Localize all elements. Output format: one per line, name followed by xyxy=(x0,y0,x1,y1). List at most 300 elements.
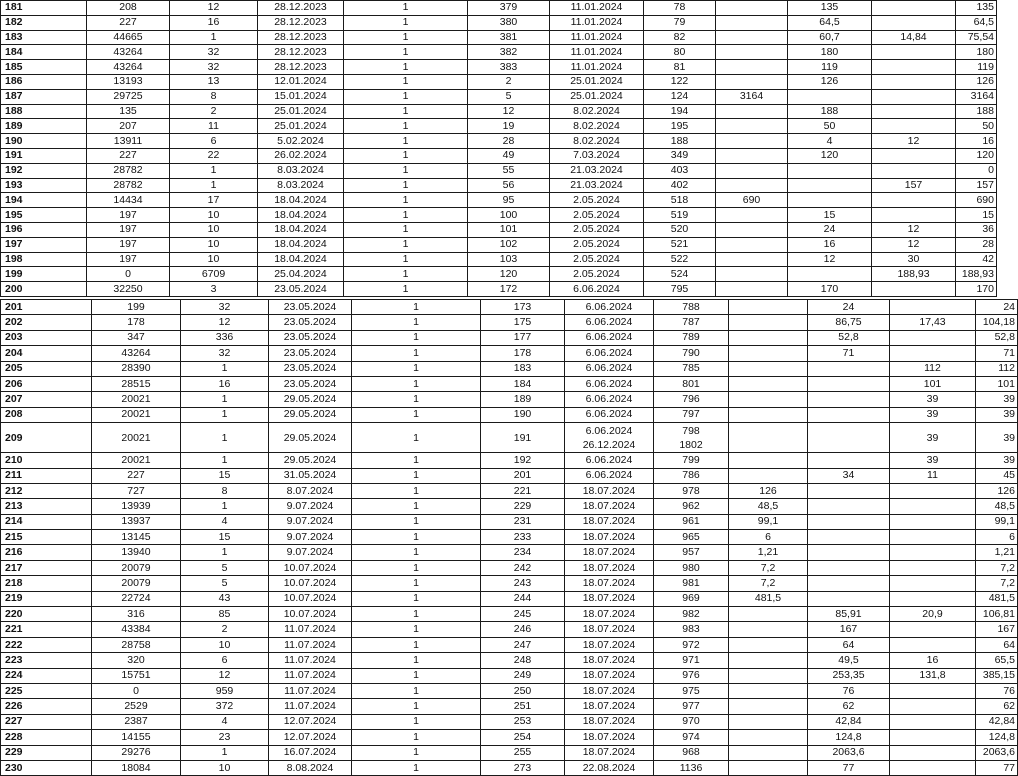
table-cell: 20079 xyxy=(92,560,181,575)
table-cell: 17 xyxy=(170,193,258,208)
table-row xyxy=(1,330,1018,345)
table-cell xyxy=(808,545,890,560)
table-cell xyxy=(808,376,890,391)
table-cell: 39 xyxy=(976,392,1018,407)
table-cell: 131,8 xyxy=(890,668,976,683)
table-cell: 99,1 xyxy=(976,514,1018,529)
table-cell: 382 xyxy=(468,45,550,60)
table-cell: 1 xyxy=(352,483,481,498)
table-cell xyxy=(872,104,956,119)
table-cell: 6.06.2024 xyxy=(565,330,654,345)
table-cell: 18.07.2024 xyxy=(565,591,654,606)
table-cell xyxy=(808,392,890,407)
table-cell: 20021 xyxy=(92,423,181,453)
table-cell: 18.07.2024 xyxy=(565,576,654,591)
table-cell: 372 xyxy=(181,699,269,714)
table-cell: 13939 xyxy=(92,499,181,514)
table-cell: 1 xyxy=(352,591,481,606)
table-cell: 182 xyxy=(1,15,87,30)
table-cell: 227 xyxy=(1,714,92,729)
table-row xyxy=(1,252,997,267)
table-cell: 2.05.2024 xyxy=(550,193,644,208)
table-cell xyxy=(890,730,976,745)
table-row xyxy=(1,514,1018,529)
table-cell xyxy=(729,699,808,714)
table-cell: 81 xyxy=(644,60,716,75)
table-cell: 6 xyxy=(170,134,258,149)
table-cell: 14434 xyxy=(87,193,170,208)
table-row xyxy=(1,699,1018,714)
table-row xyxy=(1,89,997,104)
table-cell: 119 xyxy=(956,60,997,75)
table-cell: 11.07.2024 xyxy=(269,699,352,714)
table-cell: 1 xyxy=(352,392,481,407)
table-cell xyxy=(890,530,976,545)
table-cell: 188 xyxy=(1,104,87,119)
table-row xyxy=(1,730,1018,745)
table-cell: 1 xyxy=(181,407,269,422)
table-cell: 981 xyxy=(654,576,729,591)
table-cell: 192 xyxy=(1,163,87,178)
table-cell: 201 xyxy=(1,300,92,315)
table-cell xyxy=(808,499,890,514)
table-cell: 177 xyxy=(481,330,565,345)
table-cell: 244 xyxy=(481,591,565,606)
table-cell: 10 xyxy=(181,760,269,775)
table-cell: 42,84 xyxy=(808,714,890,729)
table-cell: 126 xyxy=(788,74,872,89)
table-cell: 11.01.2024 xyxy=(550,30,644,45)
table-cell: 25.01.2024 xyxy=(258,104,344,119)
table-cell: 4 xyxy=(181,714,269,729)
table-cell xyxy=(729,315,808,330)
table-cell xyxy=(716,178,788,193)
table-cell: 227 xyxy=(92,468,181,483)
table-cell: 1 xyxy=(352,653,481,668)
table-cell: 101 xyxy=(890,376,976,391)
table-cell: 8 xyxy=(181,483,269,498)
table-cell: 1 xyxy=(352,453,481,468)
table-cell: 246 xyxy=(481,622,565,637)
table-cell xyxy=(788,163,872,178)
table-cell xyxy=(729,637,808,652)
table-cell: 8.02.2024 xyxy=(550,119,644,134)
table-cell: 385,15 xyxy=(976,668,1018,683)
table-cell: 8.03.2024 xyxy=(258,163,344,178)
table-cell: 1 xyxy=(352,668,481,683)
table-cell: 788 xyxy=(654,300,729,315)
table-cell: 86,75 xyxy=(808,315,890,330)
table-cell: 50 xyxy=(956,119,997,134)
table-cell: 222 xyxy=(1,637,92,652)
table-cell: 18.07.2024 xyxy=(565,653,654,668)
table-cell: 1 xyxy=(344,30,468,45)
table-cell: 101 xyxy=(976,376,1018,391)
table-cell: 6.06.2024 xyxy=(565,361,654,376)
table-cell: 100 xyxy=(468,208,550,223)
table-cell xyxy=(716,148,788,163)
table-cell: 18.07.2024 xyxy=(565,668,654,683)
table-cell: 183 xyxy=(1,30,87,45)
table-cell xyxy=(890,637,976,652)
table-cell: 961 xyxy=(654,514,729,529)
table-cell: 1 xyxy=(352,760,481,775)
table-cell: 24 xyxy=(788,222,872,237)
table-cell: 16 xyxy=(788,237,872,252)
table-cell: 1 xyxy=(344,15,468,30)
table-cell: 320 xyxy=(92,653,181,668)
table-cell: 13937 xyxy=(92,514,181,529)
table-cell: 18.07.2024 xyxy=(565,499,654,514)
table-cell: 119 xyxy=(788,60,872,75)
table-cell: 6 xyxy=(181,653,269,668)
table-row xyxy=(1,468,1018,483)
cell-line-extra: 1802 xyxy=(679,438,703,451)
table-cell xyxy=(729,714,808,729)
table-cell: 23.05.2024 xyxy=(258,282,344,297)
table-cell: 112 xyxy=(890,361,976,376)
table-cell: 39 xyxy=(890,407,976,422)
table-cell: 32 xyxy=(170,45,258,60)
table-row xyxy=(1,30,997,45)
table-cell: 23 xyxy=(181,730,269,745)
table-cell: 175 xyxy=(481,315,565,330)
table-cell xyxy=(729,300,808,315)
table-cell: 8.03.2024 xyxy=(258,178,344,193)
table-cell: 8.07.2024 xyxy=(269,483,352,498)
table-cell xyxy=(788,89,872,104)
table-cell: 18.04.2024 xyxy=(258,193,344,208)
table-row xyxy=(1,668,1018,683)
cell-line-extra: 26.12.2024 xyxy=(582,438,636,451)
table-cell: 8.02.2024 xyxy=(550,104,644,119)
table-row xyxy=(1,282,997,297)
table-cell xyxy=(808,576,890,591)
table-cell: 785 xyxy=(654,361,729,376)
table-cell xyxy=(872,148,956,163)
table-cell: 8 xyxy=(170,89,258,104)
table-cell: 14,84 xyxy=(872,30,956,45)
table-cell: 191 xyxy=(1,148,87,163)
table-cell: 76 xyxy=(808,683,890,698)
table-cell: 184 xyxy=(1,45,87,60)
table-cell xyxy=(716,119,788,134)
table-cell: 957 xyxy=(654,545,729,560)
table-cell: 11 xyxy=(170,119,258,134)
table-cell: 18.07.2024 xyxy=(565,637,654,652)
table-cell: 2387 xyxy=(92,714,181,729)
table-cell xyxy=(890,714,976,729)
table-cell: 44665 xyxy=(87,30,170,45)
table-cell: 23.05.2024 xyxy=(269,361,352,376)
table-cell: 248 xyxy=(481,653,565,668)
table-cell: 16 xyxy=(170,15,258,30)
table-cell xyxy=(872,74,956,89)
table-cell: 1 xyxy=(170,30,258,45)
table-cell: 65,5 xyxy=(976,653,1018,668)
table-cell: 178 xyxy=(92,315,181,330)
table-cell: 4 xyxy=(788,134,872,149)
table-cell: 126 xyxy=(729,483,808,498)
table-cell: 188 xyxy=(644,134,716,149)
table-cell: 29.05.2024 xyxy=(269,423,352,453)
table-cell xyxy=(890,683,976,698)
table-cell: 6.06.2024 xyxy=(565,468,654,483)
table-row xyxy=(1,60,997,75)
table-cell: 15751 xyxy=(92,668,181,683)
cell-line: 6.06.2024 xyxy=(585,424,633,437)
table-cell: 28.12.2023 xyxy=(258,45,344,60)
table-cell: 797 xyxy=(654,407,729,422)
table-cell: 28 xyxy=(956,237,997,252)
table-cell: 20021 xyxy=(92,453,181,468)
table-cell: 522 xyxy=(644,252,716,267)
table-cell xyxy=(729,407,808,422)
table-cell: 192 xyxy=(481,453,565,468)
table-cell: 18.07.2024 xyxy=(565,730,654,745)
table-cell: 167 xyxy=(808,622,890,637)
table-cell: 43 xyxy=(181,591,269,606)
table-cell: 245 xyxy=(481,607,565,622)
table-row xyxy=(1,208,997,223)
table-cell: 194 xyxy=(644,104,716,119)
table-cell: 126 xyxy=(956,74,997,89)
table-cell: 10 xyxy=(170,222,258,237)
table-cell xyxy=(890,760,976,775)
table-row xyxy=(1,622,1018,637)
table-cell: 22.08.2024 xyxy=(565,760,654,775)
table-cell: 2 xyxy=(170,104,258,119)
table-cell: 727 xyxy=(92,483,181,498)
table-cell: 12 xyxy=(170,1,258,16)
table-cell: 1 xyxy=(352,361,481,376)
table-cell: 229 xyxy=(1,745,92,760)
table-cell: 5 xyxy=(181,576,269,591)
table-cell: 228 xyxy=(1,730,92,745)
table-cell: 7.03.2024 xyxy=(550,148,644,163)
table-cell: 6.06.2024 xyxy=(565,392,654,407)
table-cell xyxy=(729,760,808,775)
table-cell xyxy=(729,468,808,483)
table-cell: 10 xyxy=(170,208,258,223)
table-cell: 18.07.2024 xyxy=(565,699,654,714)
table-cell: 28.12.2023 xyxy=(258,1,344,16)
table-cell: 1 xyxy=(352,699,481,714)
table-cell: 11 xyxy=(890,468,976,483)
table-cell: 1 xyxy=(344,252,468,267)
table-cell: 519 xyxy=(644,208,716,223)
table-cell: 216 xyxy=(1,545,92,560)
table-cell: 55 xyxy=(468,163,550,178)
table-cell: 120 xyxy=(956,148,997,163)
table-cell: 49,5 xyxy=(808,653,890,668)
table-cell xyxy=(716,60,788,75)
table-cell: 77 xyxy=(976,760,1018,775)
table-cell: 253 xyxy=(481,714,565,729)
table-cell: 85,91 xyxy=(808,607,890,622)
table-cell: 223 xyxy=(1,653,92,668)
table-cell: 190 xyxy=(1,134,87,149)
table-cell: 12 xyxy=(181,668,269,683)
table-cell: 12 xyxy=(872,222,956,237)
table-cell: 799 xyxy=(654,453,729,468)
table-cell: 122 xyxy=(644,74,716,89)
table-cell: 7,2 xyxy=(976,560,1018,575)
table-cell: 380 xyxy=(468,15,550,30)
table-cell: 801 xyxy=(654,376,729,391)
table-cell: 214 xyxy=(1,514,92,529)
table-cell: 32250 xyxy=(87,282,170,297)
table-cell: 11.01.2024 xyxy=(550,45,644,60)
table-cell: 1 xyxy=(352,745,481,760)
table-cell: 198 xyxy=(1,252,87,267)
table-cell: 1 xyxy=(344,222,468,237)
table-cell xyxy=(890,622,976,637)
table-cell: 48,5 xyxy=(729,499,808,514)
table-cell: 969 xyxy=(654,591,729,606)
table-cell: 255 xyxy=(481,745,565,760)
table-cell xyxy=(729,346,808,361)
table-cell: 1,21 xyxy=(976,545,1018,560)
table-cell: 0 xyxy=(92,683,181,698)
table-row xyxy=(1,119,997,134)
table-cell: 10.07.2024 xyxy=(269,576,352,591)
table-cell: 29725 xyxy=(87,89,170,104)
table-cell: 32 xyxy=(181,300,269,315)
table-cell: 185 xyxy=(1,60,87,75)
table-cell: 126 xyxy=(976,483,1018,498)
table-cell: 1 xyxy=(344,60,468,75)
table-cell: 978 xyxy=(654,483,729,498)
table-cell: 188 xyxy=(788,104,872,119)
table-cell: 186 xyxy=(1,74,87,89)
table-cell: 29.05.2024 xyxy=(269,392,352,407)
table-cell xyxy=(890,499,976,514)
table-cell: 1 xyxy=(352,330,481,345)
table-cell xyxy=(808,453,890,468)
table-cell: 22724 xyxy=(92,591,181,606)
table-row xyxy=(1,163,997,178)
table-cell xyxy=(890,330,976,345)
table-cell: 56 xyxy=(468,178,550,193)
table-cell xyxy=(872,15,956,30)
table-cell: 16 xyxy=(890,653,976,668)
table-cell: 18.04.2024 xyxy=(258,222,344,237)
table-cell: 208 xyxy=(1,407,92,422)
table-cell: 23.05.2024 xyxy=(269,376,352,391)
table-cell: 18.07.2024 xyxy=(565,607,654,622)
table-cell: 982 xyxy=(654,607,729,622)
table-row xyxy=(1,134,997,149)
table-cell: 157 xyxy=(872,178,956,193)
table-cell: 71 xyxy=(976,346,1018,361)
table-cell: 28.12.2023 xyxy=(258,60,344,75)
table-cell xyxy=(808,560,890,575)
table-cell xyxy=(788,178,872,193)
table-cell: 253,35 xyxy=(808,668,890,683)
table-cell xyxy=(890,576,976,591)
table-row xyxy=(1,237,997,252)
table-cell: 64 xyxy=(808,637,890,652)
table-cell: 1 xyxy=(352,545,481,560)
table-cell: 1 xyxy=(352,514,481,529)
table-cell xyxy=(729,453,808,468)
table-cell: 1 xyxy=(352,683,481,698)
table-cell: 196 xyxy=(1,222,87,237)
table-cell: 218 xyxy=(1,576,92,591)
table-cell: 99,1 xyxy=(729,514,808,529)
table-cell xyxy=(729,683,808,698)
table-cell: 1 xyxy=(344,148,468,163)
table-cell xyxy=(808,591,890,606)
table-cell: 120 xyxy=(788,148,872,163)
table-cell: 1 xyxy=(344,237,468,252)
table-cell: 23.05.2024 xyxy=(269,315,352,330)
table-cell: 230 xyxy=(1,760,92,775)
table-cell: 11.07.2024 xyxy=(269,668,352,683)
table-row xyxy=(1,591,1018,606)
table-cell: 52,8 xyxy=(808,330,890,345)
table-cell xyxy=(565,423,654,453)
table-cell: 187 xyxy=(1,89,87,104)
table-cell: 13145 xyxy=(92,530,181,545)
table-cell: 20079 xyxy=(92,576,181,591)
table-cell: 135 xyxy=(788,1,872,16)
table-cell: 1 xyxy=(352,407,481,422)
table-cell: 199 xyxy=(1,267,87,282)
table-cell: 18.07.2024 xyxy=(565,530,654,545)
table-cell: 201 xyxy=(481,468,565,483)
table-row xyxy=(1,1,997,16)
table-cell: 215 xyxy=(1,530,92,545)
table-cell: 1 xyxy=(344,163,468,178)
table-cell: 43264 xyxy=(87,45,170,60)
table-cell: 181 xyxy=(1,1,87,16)
table-cell: 43384 xyxy=(92,622,181,637)
table-cell: 24 xyxy=(976,300,1018,315)
table-cell: 5 xyxy=(468,89,550,104)
table-cell xyxy=(716,252,788,267)
table-cell xyxy=(788,267,872,282)
table-cell: 120 xyxy=(468,267,550,282)
table-cell: 1 xyxy=(352,714,481,729)
table-cell: 13911 xyxy=(87,134,170,149)
table-row xyxy=(1,267,997,282)
table-cell: 1 xyxy=(344,282,468,297)
table-cell: 77 xyxy=(808,760,890,775)
table-cell: 18.04.2024 xyxy=(258,237,344,252)
table-cell: 787 xyxy=(654,315,729,330)
table-cell: 208 xyxy=(87,1,170,16)
table-cell: 102 xyxy=(468,237,550,252)
table-cell: 379 xyxy=(468,1,550,16)
table-cell: 199 xyxy=(92,300,181,315)
table-cell: 10.07.2024 xyxy=(269,607,352,622)
table-cell: 1 xyxy=(352,730,481,745)
table-cell: 983 xyxy=(654,622,729,637)
table-row xyxy=(1,637,1018,652)
table-cell: 18084 xyxy=(92,760,181,775)
table-cell: 231 xyxy=(481,514,565,529)
table-cell: 18.07.2024 xyxy=(565,545,654,560)
table-cell xyxy=(808,407,890,422)
table-cell: 18.04.2024 xyxy=(258,252,344,267)
table-cell: 28 xyxy=(468,134,550,149)
table-cell: 10.07.2024 xyxy=(269,560,352,575)
table-cell: 1 xyxy=(344,74,468,89)
table-cell: 970 xyxy=(654,714,729,729)
table-cell: 7,2 xyxy=(729,560,808,575)
